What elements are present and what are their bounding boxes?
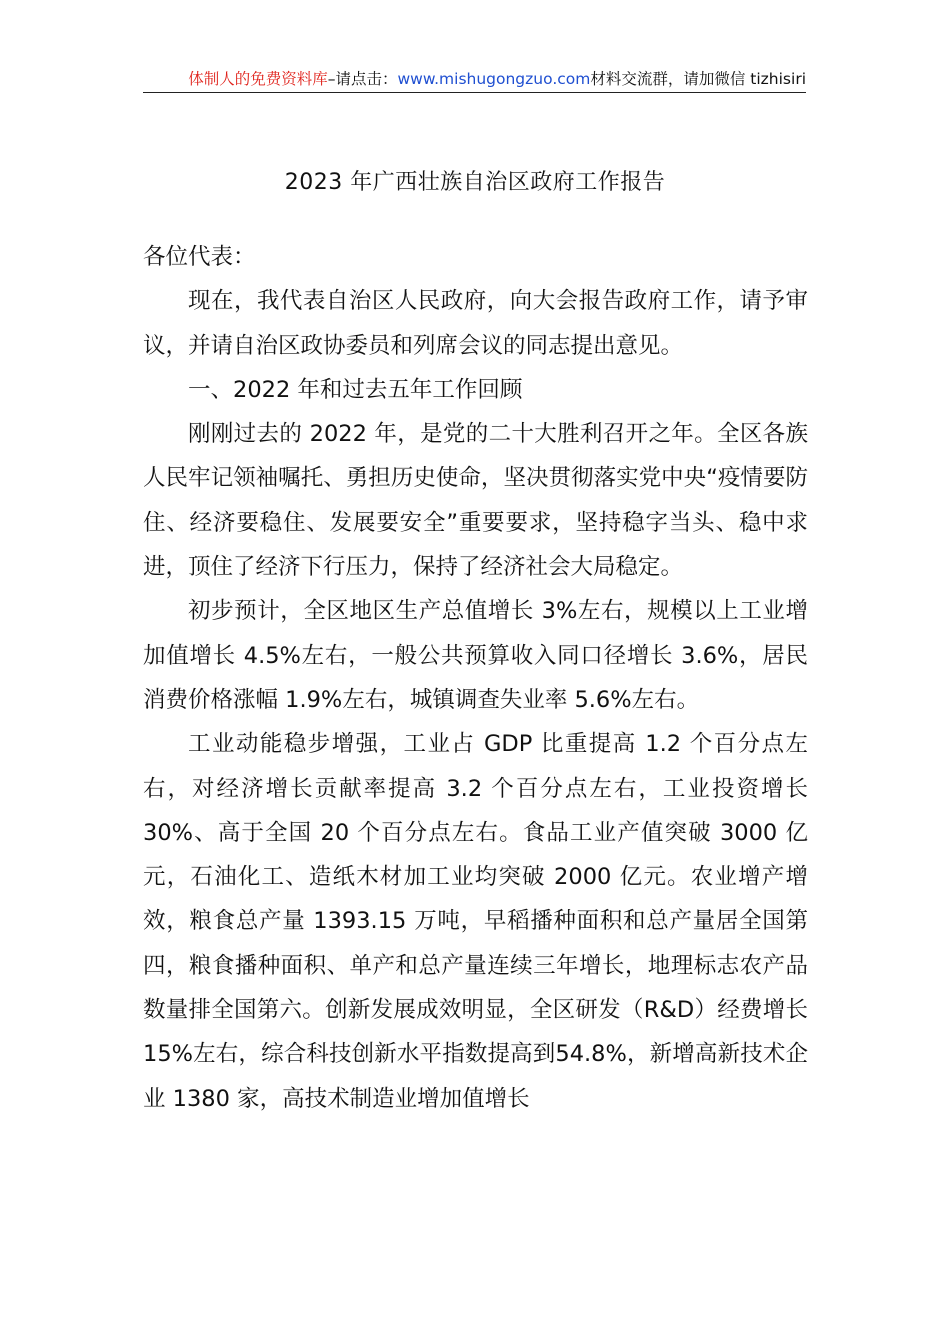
- header-prompt: –请点击：: [327, 70, 398, 88]
- paragraph-intro: 现在，我代表自治区人民政府，向大会报告政府工作，请予审议，并请自治区政协委员和列席会议的同志提出意见。: [143, 288, 808, 359]
- salutation: 各位代表：: [143, 244, 256, 270]
- header-website-link[interactable]: www.mishugongzuo.com: [397, 70, 591, 88]
- document-body: [143, 235, 808, 1121]
- header-contact-text: 材料交流群，请加微信 tizhisiri: [590, 70, 806, 88]
- header-brand: 体制人的免费资料库: [188, 70, 328, 88]
- page-header: [143, 68, 806, 93]
- paragraph-indicators: 初步预计，全区地区生产总值增长 3%左右，规模以上工业增加值增长 4.5%左右，一般公共预算收入同口径增长 3.6%，居民消费价格涨幅 1.9%左右，城镇调查失业率 5.6%左右。: [143, 598, 808, 713]
- paragraph-industry: 工业动能稳步增强，工业占 GDP 比重提高 1.2 个百分点左右，对经济增长贡献率提高 3.2 个百分点左右，工业投资增长30%、高于全国 20 个百分点左右。食品工业产值突破 3000 亿元，石油化工、造纸木材加工业均突破 2000 亿元。农业增产增效，粮食总产量 1393.15 万吨，早稻播种面积和总产量居全国第四，粮食播种面积、单产和总产量连续三年增长，地理标志农产品数量排全国第六。创新发展成效明显，全区研发（R&D）经费增长 15%左右，综合科技创新水平指数提高到54.8%，新增高新技术企业 1380 家，高技术制造业增加值增长: [143, 731, 808, 1112]
- document-title: 2023 年广西壮族自治区政府工作报告: [284, 170, 666, 195]
- paragraph-overview: 刚刚过去的 2022 年，是党的二十大胜利召开之年。全区各族人民牢记领袖嘱托、勇担历史使命，坚决贯彻落实党中央“疫情要防住、经济要稳住、发展要安全”重要要求，坚持稳字当头、稳中求进，顶住了经济下行压力，保持了经济社会大局稳定。: [143, 421, 808, 581]
- section-heading: 一、2022 年和过去五年工作回顾: [188, 376, 523, 403]
